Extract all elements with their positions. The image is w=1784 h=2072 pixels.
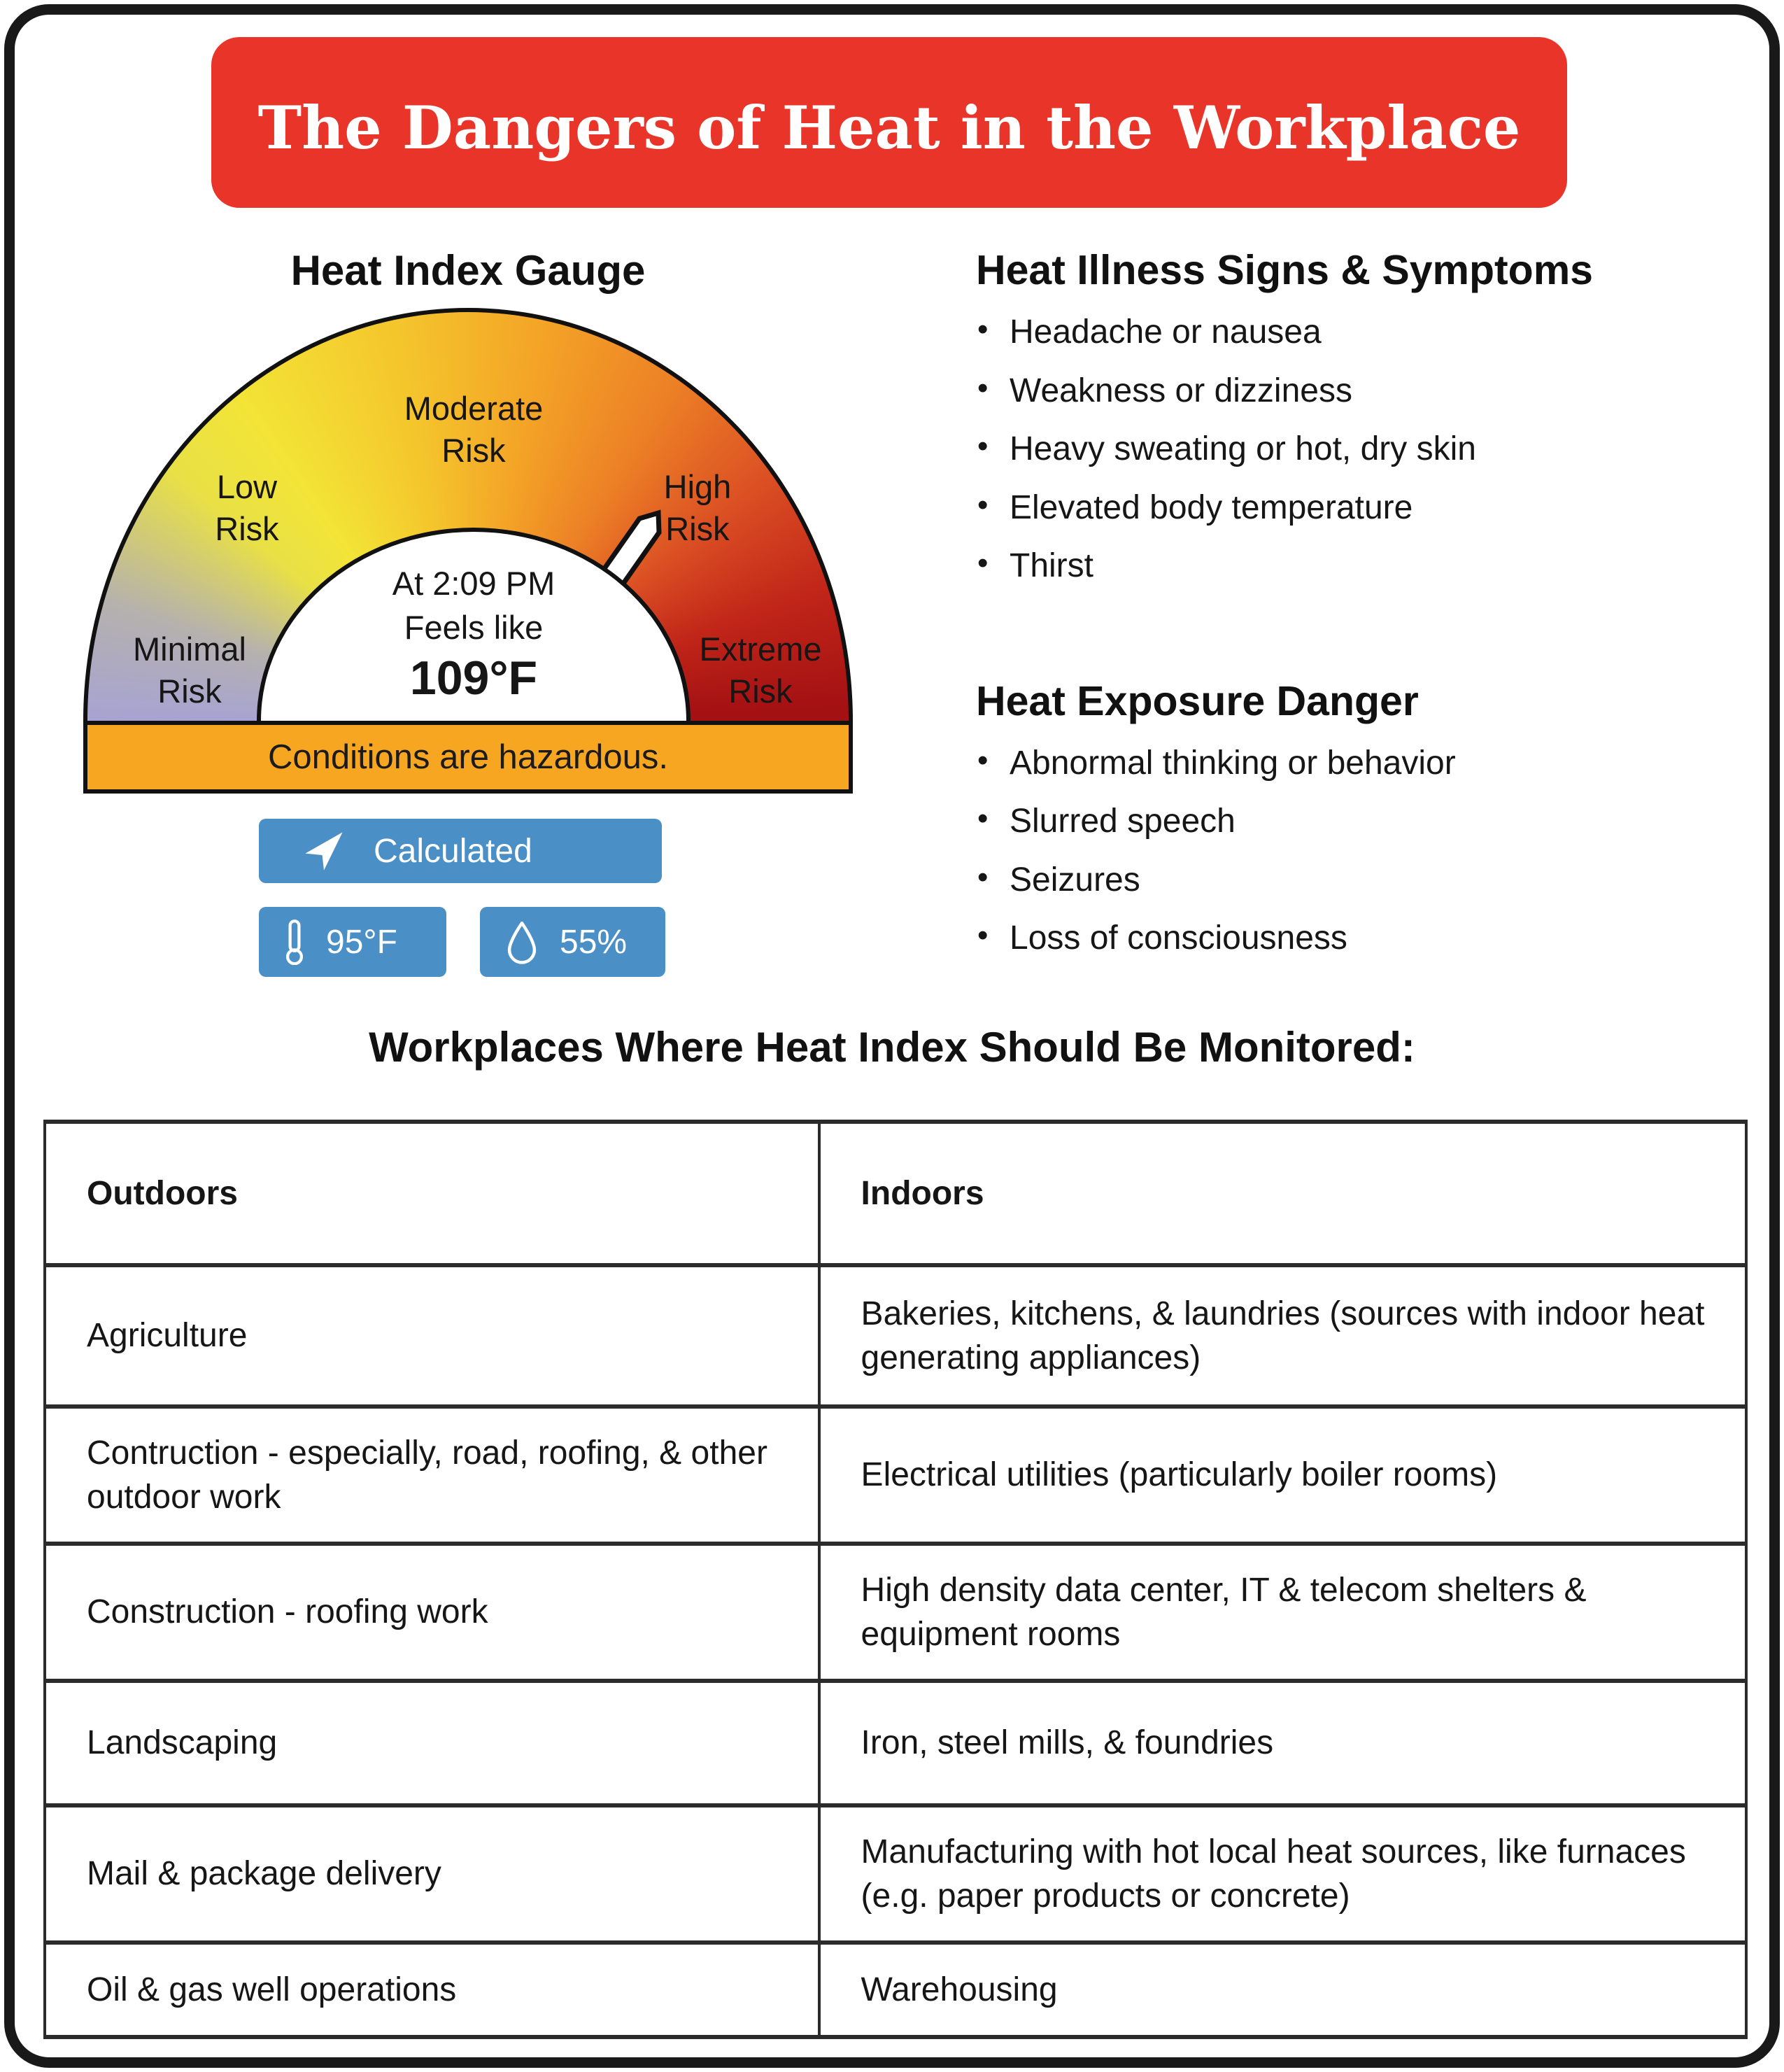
- gauge-label-moderate: Moderate Risk: [404, 390, 544, 470]
- table-cell: Iron, steel mills, & foundries: [819, 1681, 1746, 1805]
- calculated-button[interactable]: [259, 819, 662, 883]
- heat-index-gauge: [83, 308, 853, 721]
- list-item: • Heavy sweating or hot, dry skin: [977, 429, 1746, 470]
- reading-time: At 2:09 PM: [392, 565, 555, 602]
- list-item: • Slurred speech: [977, 801, 1746, 843]
- table-cell: Bakeries, kitchens, & laundries (sources with indoor heat generating appliances): [819, 1265, 1746, 1407]
- table-row: [45, 1943, 1746, 2037]
- table-row: [45, 1805, 1746, 1943]
- title-banner: [211, 37, 1567, 208]
- table-cell: Warehousing: [819, 1943, 1746, 2037]
- table-row: [45, 1265, 1746, 1407]
- table-row: [45, 1544, 1746, 1681]
- page-title: The Dangers of Heat in the Workplace: [257, 92, 1521, 162]
- reading-feels-like-label: Feels like: [404, 609, 544, 647]
- temperature-chip[interactable]: [259, 907, 446, 977]
- column-header-indoors: Indoors: [819, 1122, 1746, 1265]
- humidity-chip[interactable]: [480, 907, 665, 977]
- list-item: • Weakness or dizziness: [977, 371, 1746, 412]
- list-item: • Thirst: [977, 546, 1746, 587]
- table-cell: Contruction - especially, road, roofing, & other outdoor work: [45, 1407, 819, 1544]
- humidity-value: 55%: [560, 923, 628, 961]
- calculated-label: Calculated: [374, 832, 532, 870]
- gauge-label-low: Low Risk: [215, 468, 279, 548]
- list-item: • Loss of consciousness: [977, 918, 1746, 959]
- table-cell: Agriculture: [45, 1265, 819, 1407]
- navigation-arrow-icon: [304, 831, 344, 871]
- list-item: • Abnormal thinking or behavior: [977, 743, 1746, 784]
- gauge-label-extreme: Extreme Risk: [699, 630, 822, 710]
- gauge-status-text: Conditions are hazardous.: [267, 738, 669, 776]
- list-item: • Headache or nausea: [977, 312, 1746, 353]
- table-row: [45, 1681, 1746, 1805]
- table-row: [45, 1407, 1746, 1544]
- reading-temperature: 109°F: [409, 651, 538, 705]
- gauge-title: Heat Index Gauge: [290, 247, 646, 294]
- table-header-row: [45, 1122, 1746, 1265]
- danger-heading: Heat Exposure Danger: [976, 677, 1419, 724]
- table-cell: Electrical utilities (particularly boiler rooms): [819, 1407, 1746, 1544]
- list-item: • Seizures: [977, 860, 1746, 901]
- gauge-label-high: High Risk: [663, 468, 732, 548]
- table-cell: High density data center, IT & telecom shelters & equipment rooms: [819, 1544, 1746, 1681]
- right-column: [962, 246, 1746, 977]
- list-item: • Elevated body temperature: [977, 488, 1746, 529]
- table-cell: Oil & gas well operations: [45, 1943, 819, 2037]
- gauge-label-minimal: Minimal Risk: [133, 630, 246, 710]
- temperature-value: 95°F: [326, 923, 397, 961]
- column-header-outdoors: Outdoors: [45, 1122, 819, 1265]
- workplaces-table: [43, 1120, 1748, 2039]
- gauge-status-bar: [83, 721, 853, 794]
- table-cell: Mail & package delivery: [45, 1805, 819, 1943]
- table-cell: Manufacturing with hot local heat sources, like furnaces (e.g. paper products or concrete): [819, 1805, 1746, 1943]
- workplaces-heading: Workplaces Where Heat Index Should Be Monitored:: [369, 1024, 1415, 1071]
- thermometer-icon: [283, 919, 306, 965]
- table-cell: Landscaping: [45, 1681, 819, 1805]
- symptoms-list: [977, 312, 1746, 587]
- symptoms-heading: Heat Illness Signs & Symptoms: [976, 247, 1593, 293]
- table-cell: Construction - roofing work: [45, 1544, 819, 1681]
- danger-list: [977, 743, 1746, 959]
- droplet-icon: [504, 919, 540, 964]
